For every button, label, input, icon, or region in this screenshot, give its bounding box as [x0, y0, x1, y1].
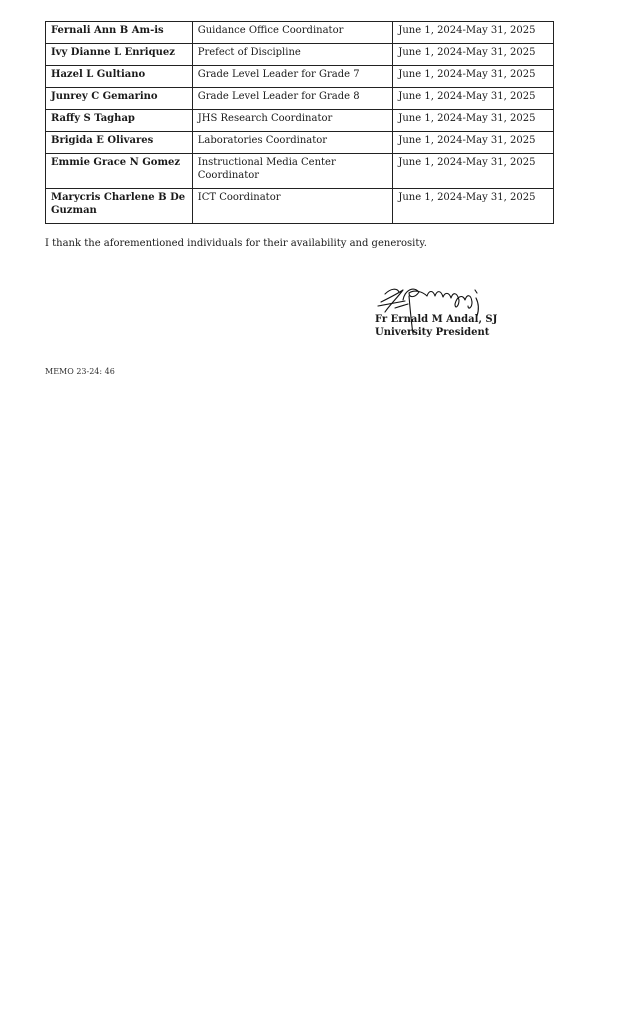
appointments-table — [45, 21, 554, 224]
appointments-table-body — [46, 22, 554, 224]
appointee-name: Brigida E Olivares — [46, 132, 193, 154]
table-row — [46, 132, 554, 154]
appointee-name: Ivy Dianne L Enriquez — [46, 44, 193, 66]
appointee-name: Junrey C Gemarino — [46, 88, 193, 110]
appointee-role: Prefect of Discipline — [192, 44, 393, 66]
appointment-term: June 1, 2024-May 31, 2025 — [393, 132, 554, 154]
appointee-name: Fernali Ann B Am-is — [46, 22, 193, 44]
appointment-term: June 1, 2024-May 31, 2025 — [393, 110, 554, 132]
appointment-term: June 1, 2024-May 31, 2025 — [393, 66, 554, 88]
appointee-role: Grade Level Leader for Grade 7 — [192, 66, 393, 88]
table-row — [46, 154, 554, 189]
table-row — [46, 66, 554, 88]
appointee-role: ICT Coordinator — [192, 189, 393, 224]
appointee-name: Marycris Charlene B De Guzman — [46, 189, 193, 224]
appointee-name: Raffy S Taghap — [46, 110, 193, 132]
table-row — [46, 22, 554, 44]
appointee-role: Instructional Media Center Coordinator — [192, 154, 393, 189]
appointee-name: Emmie Grace N Gomez — [46, 154, 193, 189]
appointment-term: June 1, 2024-May 31, 2025 — [393, 88, 554, 110]
appointment-term: June 1, 2024-May 31, 2025 — [393, 44, 554, 66]
closing-statement: I thank the aforementioned individuals for their availability and generosity. — [45, 238, 427, 249]
signature-block — [375, 280, 535, 342]
appointee-name: Hazel L Gultiano — [46, 66, 193, 88]
memo-reference: MEMO 23-24: 46 — [45, 367, 115, 376]
appointment-term: June 1, 2024-May 31, 2025 — [393, 189, 554, 224]
appointee-role: Guidance Office Coordinator — [192, 22, 393, 44]
appointment-term: June 1, 2024-May 31, 2025 — [393, 154, 554, 189]
table-row — [46, 189, 554, 224]
signatory-title: University President — [375, 327, 490, 338]
table-row — [46, 110, 554, 132]
appointment-term: June 1, 2024-May 31, 2025 — [393, 22, 554, 44]
appointee-role: Grade Level Leader for Grade 8 — [192, 88, 393, 110]
table-row — [46, 44, 554, 66]
table-row — [46, 88, 554, 110]
signatory-name: Fr Ernald M Andal, SJ — [375, 314, 498, 325]
appointee-role: Laboratories Coordinator — [192, 132, 393, 154]
appointee-role: JHS Research Coordinator — [192, 110, 393, 132]
